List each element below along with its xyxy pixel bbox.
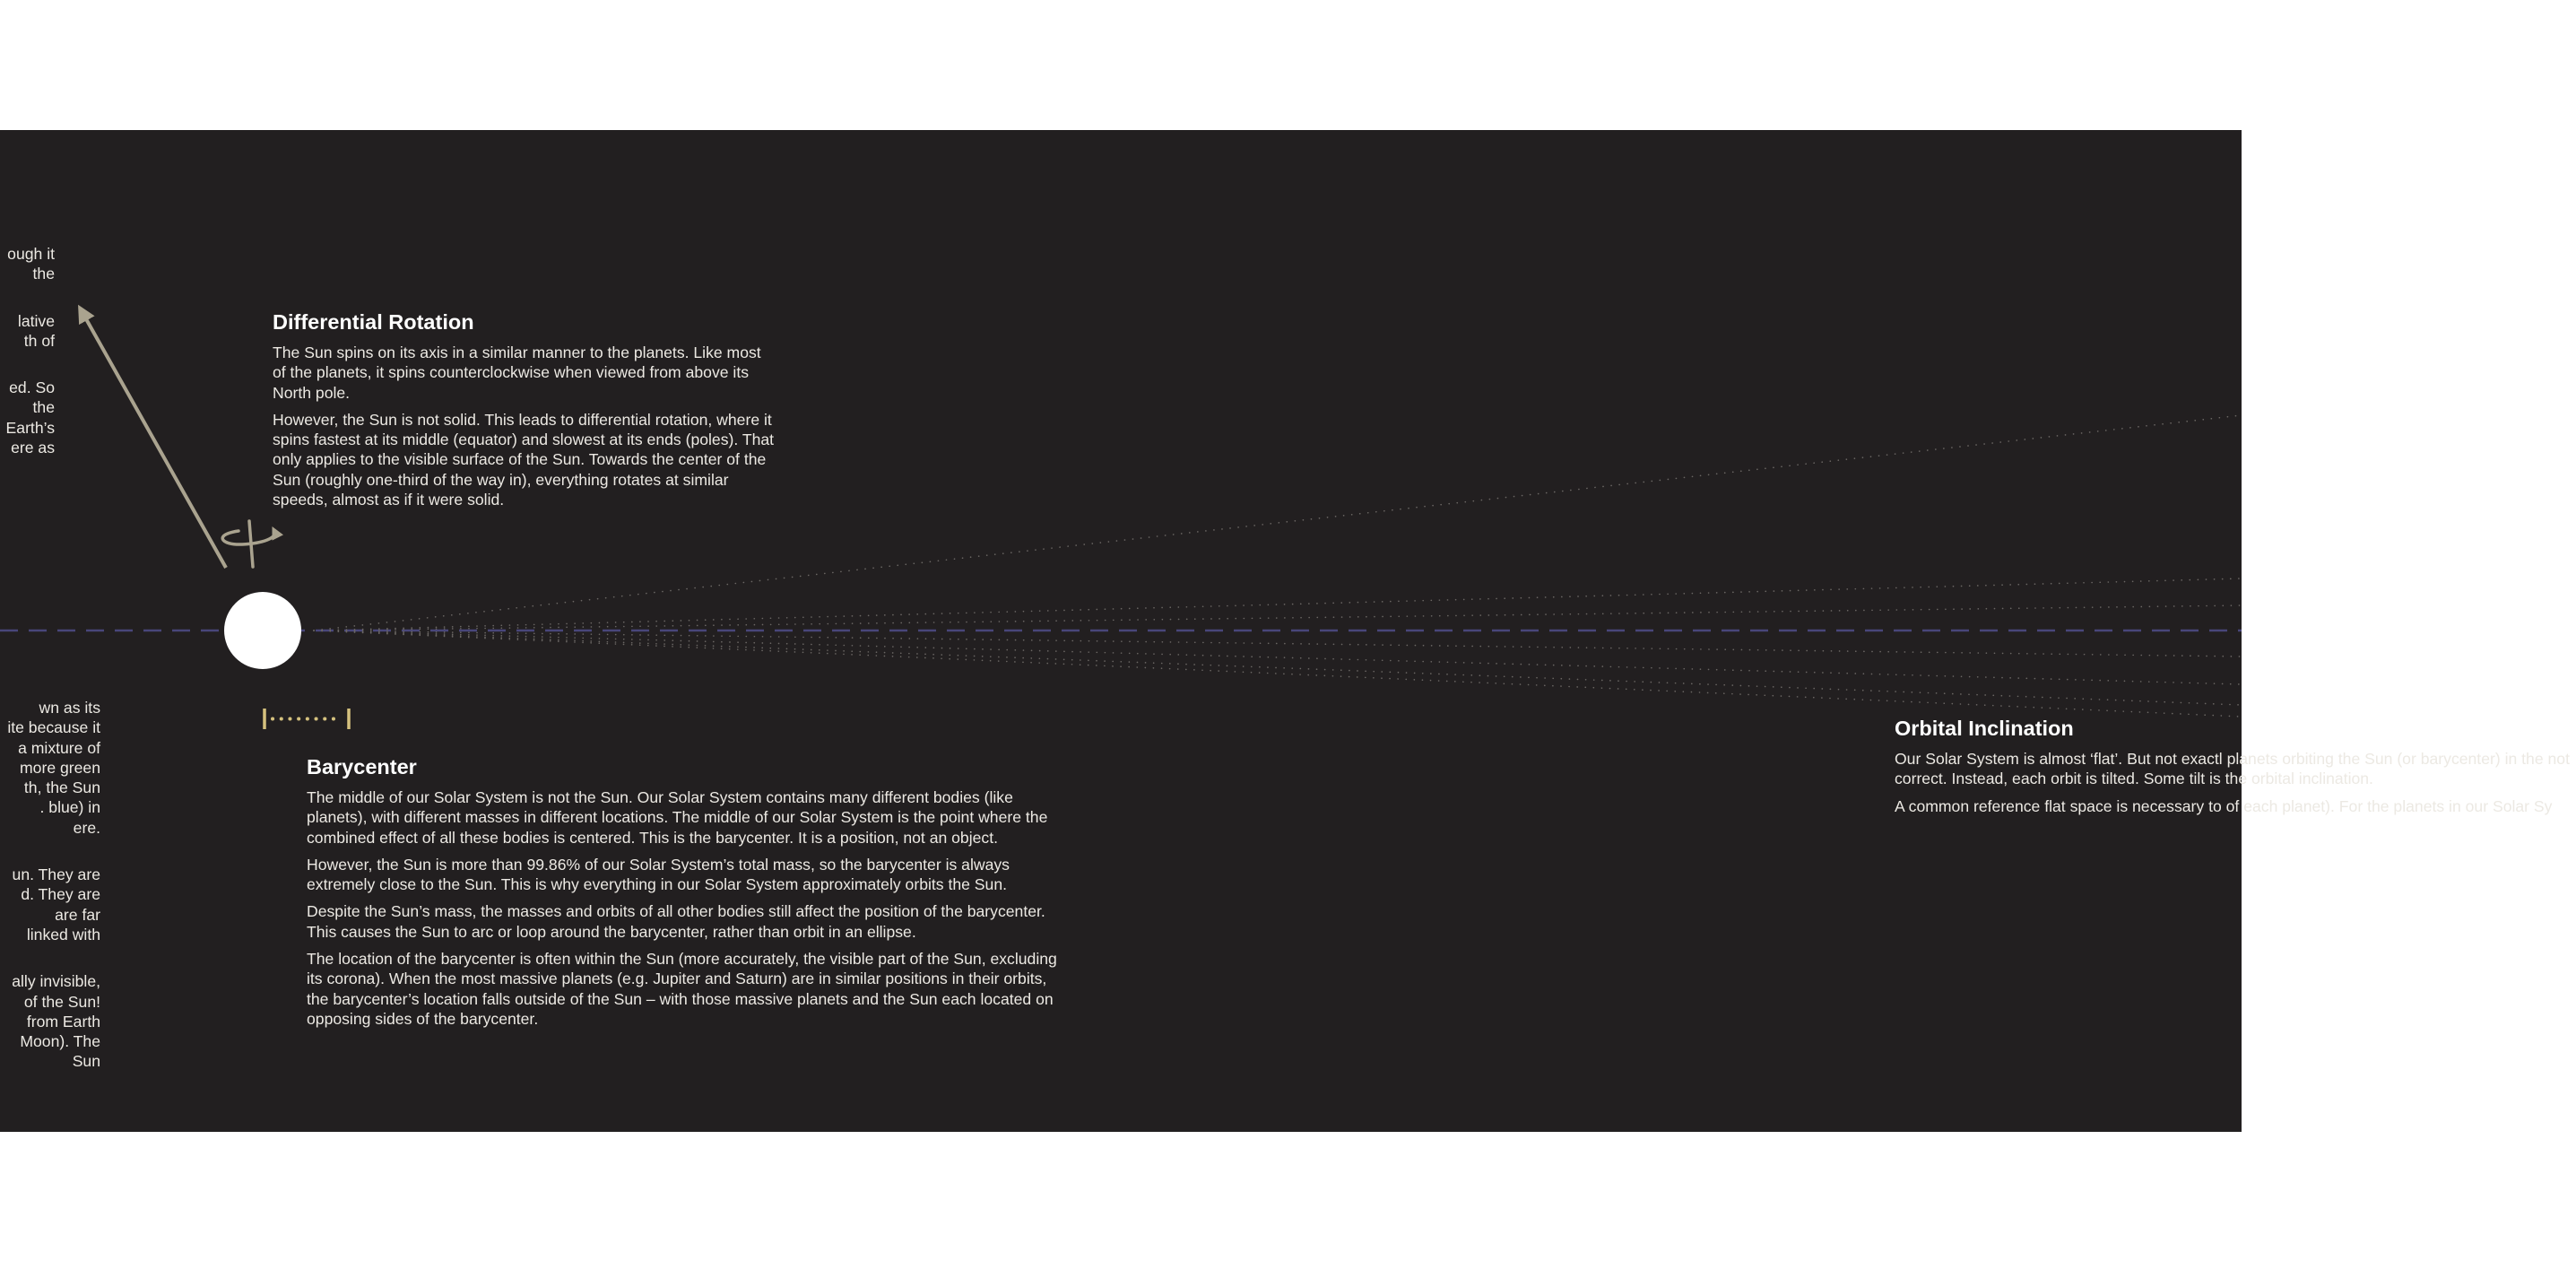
section-title: Barycenter <box>307 755 417 778</box>
text-fragment: are far <box>55 905 100 924</box>
text-fragment: more green <box>20 758 100 777</box>
text-fragment: ere. <box>73 818 100 837</box>
section-title: Differential Rotation <box>273 310 474 334</box>
text-fragment: the <box>32 398 55 417</box>
section-paragraph: The location of the barycenter is often within the Sun (more accurately, the visible part of the Sun, excluding its corona). When the most massive planets (e.g. Jupiter and Saturn) are in similar positions in their orbits, the barycenter’s location falls outside of the Sun – with those massive planets and the Sun each located on opposing sides of the barycenter. <box>307 950 1057 1028</box>
text-fragment: linked with <box>26 925 100 944</box>
orbit-line <box>314 630 2242 684</box>
text-fragment: wn as its <box>39 699 100 717</box>
orbital-inclination-section <box>1895 715 2576 816</box>
text-fragment: Earth’s <box>5 418 55 437</box>
text-fragment: of the Sun! <box>23 992 100 1011</box>
barycenter-marker <box>265 709 349 729</box>
orbit-line <box>314 630 2242 705</box>
text-fragment: un. They are <box>12 865 100 884</box>
text-fragment: a mixture of <box>18 738 100 757</box>
left-text-fragment-top <box>6 244 55 457</box>
orbit-line <box>314 630 2242 657</box>
text-fragment: Sun <box>72 1052 100 1071</box>
text-fragment: Moon). The <box>20 1032 100 1051</box>
text-fragment: ally invisible, <box>12 972 100 991</box>
text-fragment: ed. So <box>9 378 55 397</box>
section-paragraph: Our Solar System is almost ‘flat’. But not exactl planets orbiting the Sun (or barycenter) in the not correct. Instead, each orbit is tilted. Some tilt is the orbital inclination. <box>1895 750 2570 788</box>
orbit-line <box>314 578 2242 630</box>
section-paragraph: The Sun spins on its axis in a similar manner to the planets. Like most of the planets, it spins counterclockwise when viewed from above its North pole. <box>273 344 761 402</box>
text-fragment: ere as <box>11 439 55 457</box>
diagram-panel <box>0 130 2570 1132</box>
text-fragment: . blue) in <box>39 798 100 817</box>
section-paragraph: The middle of our Solar System is not the Sun. Our Solar System contains many different bodies (like planets), with different masses in different locations. The middle of our Solar System is the point where the combined effect of all these bodies is centered. This is the barycenter. It is a position, not an object. <box>307 788 1048 847</box>
orbit-line <box>314 605 2242 630</box>
section-title: Orbital Inclination <box>1895 717 2074 740</box>
barycenter-section <box>307 753 1060 1029</box>
left-text-fragment-bottom <box>7 698 100 1072</box>
orbit-line <box>314 630 2242 717</box>
text-fragment: from Earth <box>26 1012 100 1031</box>
sun-icon <box>224 592 301 669</box>
text-fragment: lative <box>17 311 55 330</box>
differential-rotation-section <box>273 309 775 509</box>
spin-direction-icon <box>222 521 274 567</box>
text-fragment: ough it <box>7 245 55 263</box>
section-paragraph: However, the Sun is not solid. This leads to differential rotation, where it spins fastest at its middle (equator) and slowest at its ends (poles). That only applies to the visible surface of the Sun. Towards the center of the Sun (roughly one-third of the way in), everything rotates at similar speeds, almost as if it were solid. <box>273 410 775 509</box>
text-fragment: th, the Sun <box>23 778 100 797</box>
text-fragment: the <box>32 265 55 283</box>
text-fragment: ite because it <box>7 718 100 737</box>
section-paragraph: Despite the Sun’s mass, the masses and orbits of all other bodies still affect the position of the barycenter. This causes the Sun to arc or loop around the barycenter, rather than orbit in an ellipse. <box>307 902 1045 941</box>
rotation-axis-arrow <box>81 309 226 568</box>
text-fragment: th of <box>23 331 55 350</box>
text-fragment: d. They are <box>21 885 100 904</box>
section-paragraph: A common reference flat space is necessary to of each planet). For the planets in our Solar Sy <box>1895 796 2553 815</box>
section-paragraph: However, the Sun is more than 99.86% of our Solar System’s total mass, so the barycenter is always extremely close to the Sun. This is why everything in our Solar System approximately orbits the Sun. <box>307 855 1010 894</box>
